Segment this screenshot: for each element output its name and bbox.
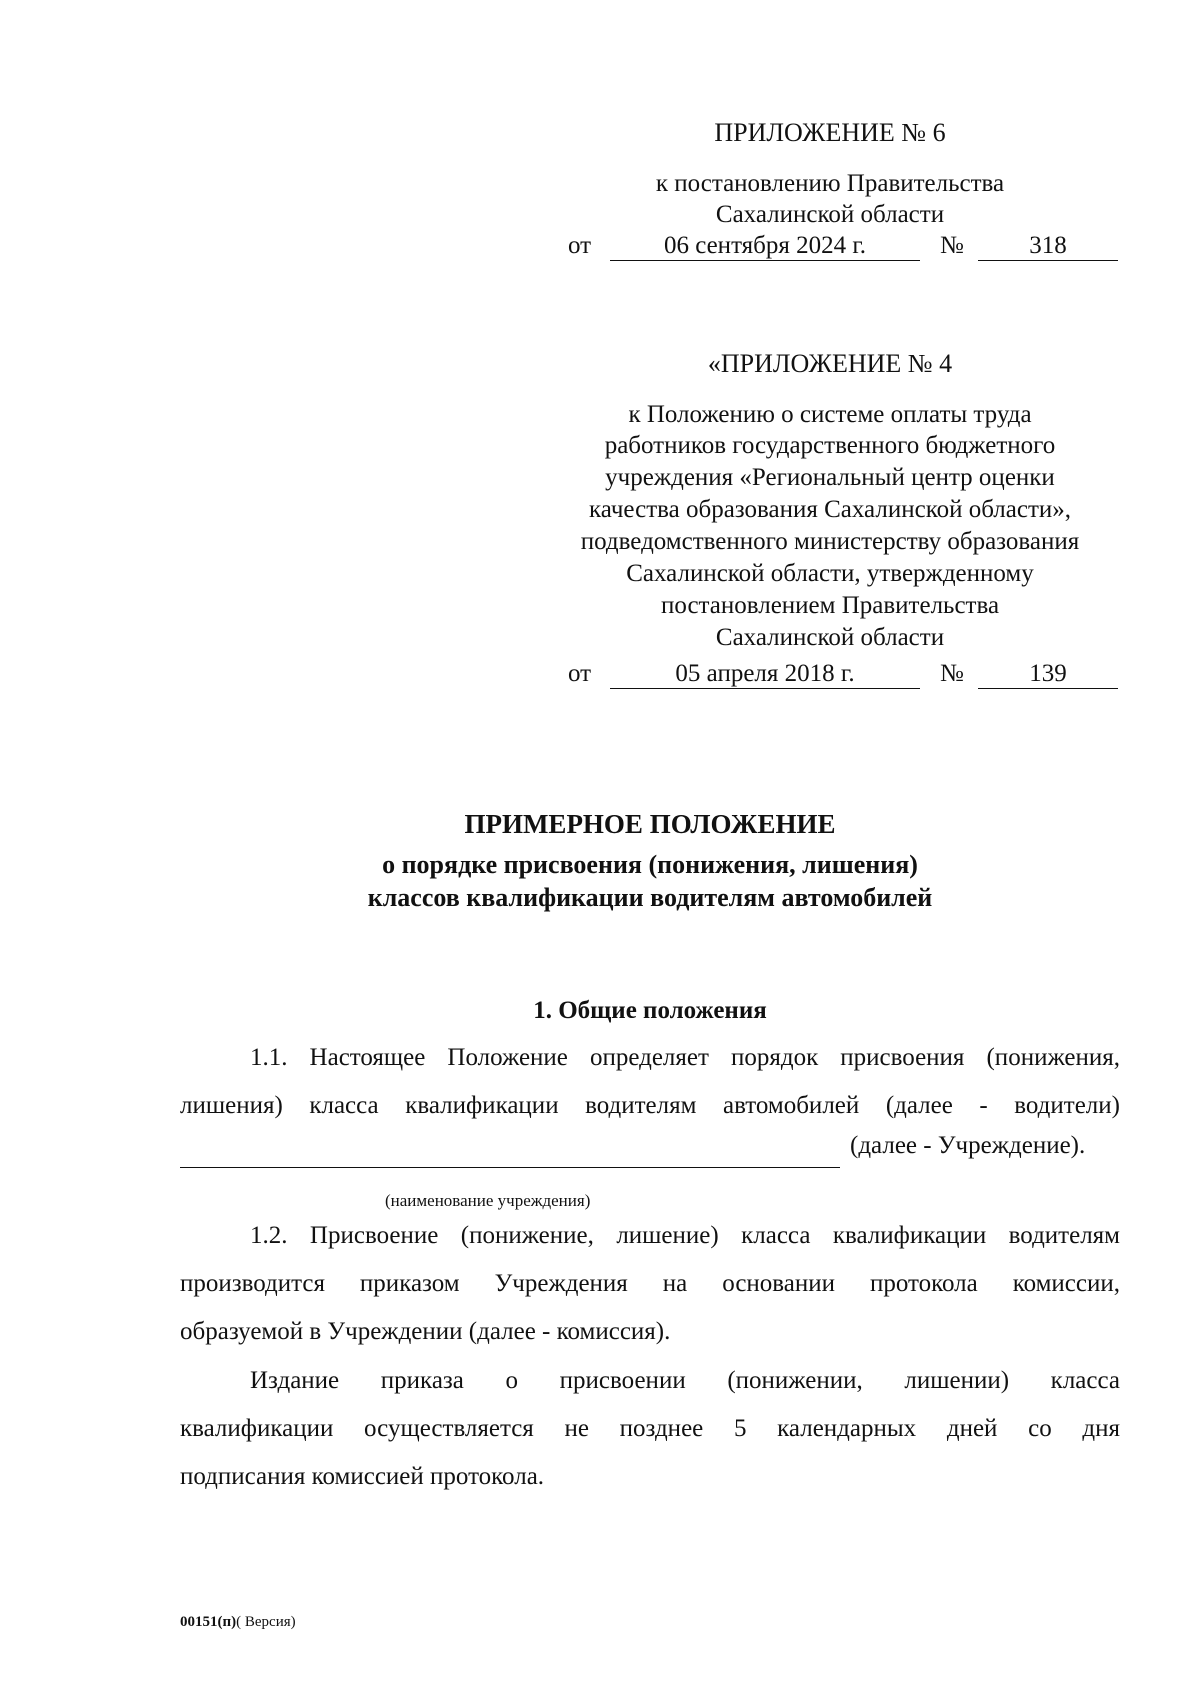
paragraph-1-1-tail: (далее - Учреждение). [850,1132,1086,1159]
paragraph-1-1 [180,1034,1120,1130]
paragraph-line: 1.1. Настоящее Положение определяет порядок присвоения (понижения, [250,1044,1120,1071]
from-label: от [568,232,592,259]
footer-document-code: 00151(п) [180,1614,237,1630]
paragraph-line: лишения) класса квалификации водителям автомобилей (далее - водители) [180,1092,1120,1119]
number-label: № [940,660,964,687]
doc-title: ПРИМЕРНОЕ ПОЛОЖЕНИЕ [464,809,836,839]
appendix-quoted-number: 139 [978,660,1118,689]
paragraph-1-2 [180,1212,1120,1356]
paragraph-line: образуемой в Учреждении (далее - комиссия). [180,1318,671,1345]
appendix-quoted-title: «ПРИЛОЖЕНИЕ № 4 [707,349,953,378]
appendix-line2: Сахалинской области [715,201,945,228]
appendix-quoted-date: 05 апреля 2018 г. [610,660,920,689]
paragraph-line: квалификации осуществляется не позднее 5 календарных дней со дня [180,1415,1120,1442]
paragraph-line: производится приказом Учреждения на основании протокола комиссии, [180,1270,1120,1297]
paragraph-line: 1.2. Присвоение (понижение, лишение) класса квалификации водителям [250,1222,1120,1249]
appendix-quoted-line: подведомственного министерству образования [580,528,1080,555]
appendix-number: 318 [978,232,1118,261]
footer-version: ( Версия) [236,1614,296,1630]
appendix-quoted-line: Сахалинской области, утвержденному [626,560,1034,587]
appendix-quoted-line: качества образования Сахалинской области», [588,496,1072,523]
doc-subtitle-line2: классов квалификации водителям автомобилей [367,883,933,912]
appendix-date: 06 сентября 2024 г. [610,232,920,261]
institution-name-blank [180,1167,840,1168]
institution-name-caption: (наименование учреждения) [385,1191,591,1210]
appendix-quoted-line: учреждения «Региональный центр оценки [605,464,1055,491]
paragraph-line: Издание приказа о присвоении (понижении, лишении) класса [250,1367,1120,1394]
footer-code [180,1614,296,1631]
doc-subtitle-line1: о порядке присвоения (понижения, лишения) [382,850,918,879]
appendix-number-line [568,232,1128,264]
appendix-quoted-line: к Положению о системе оплаты труда [628,401,1032,428]
paragraph-line: подписания комиссией протокола. [180,1463,545,1490]
appendix-quoted-line: Сахалинской области [715,624,945,651]
appendix-line1: к постановлению Правительства [655,170,1005,197]
section-heading: 1. Общие положения [533,997,767,1024]
appendix-title: ПРИЛОЖЕНИЕ № 6 [714,118,946,147]
paragraph-1-3 [180,1357,1120,1501]
appendix-quoted-line: работников государственного бюджетного [604,432,1056,459]
appendix-quoted-line: постановлением Правительства [660,592,1000,619]
appendix-quoted-number-line [568,660,1128,692]
number-label: № [940,232,964,259]
from-label: от [568,660,592,687]
